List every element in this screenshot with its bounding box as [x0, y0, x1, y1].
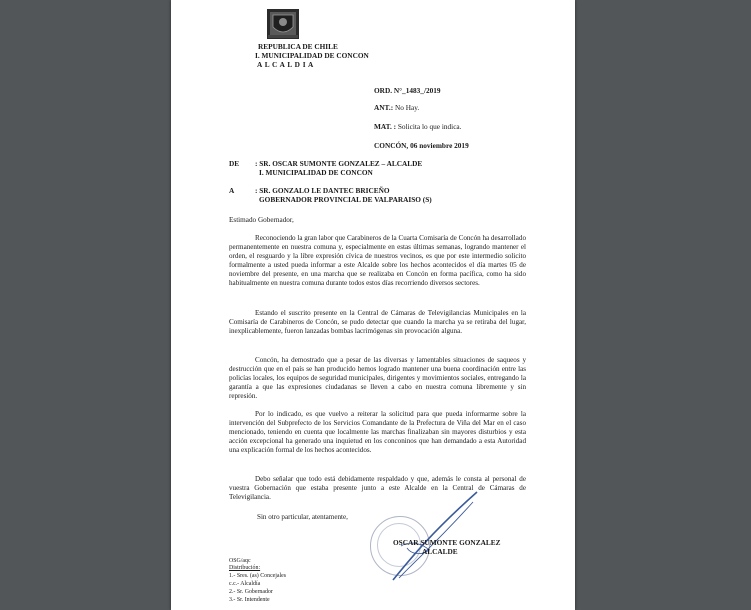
paragraph-2-text: Estando el suscrito presente en la Central de Cámaras de Televigilancias Municipales en la Comisaría de Carabineros de Concón, se pudo detectar que cuando la marcha ya se retiraba del lugar, inexplicablemente, fueron lanzadas bombas lacrimógenas sin provocación alguna. — [229, 309, 526, 335]
from-line-2: I. MUNICIPALIDAD DE CONCON — [259, 168, 373, 177]
closing: Sin otro particular, atentamente, — [257, 513, 348, 521]
document-page — [171, 0, 575, 610]
to-line-2: GOBERNADOR PROVINCIAL DE VALPARAISO (S) — [259, 195, 432, 204]
to-line-1: : SR. GONZALO LE DANTEC BRICEÑO — [255, 186, 390, 195]
ant-line — [374, 103, 419, 112]
municipal-crest-icon — [265, 7, 301, 41]
ant-label: ANT.: — [374, 103, 394, 112]
mat-line — [374, 122, 462, 131]
distribution-line-4: 3.- Sr. Intendente — [229, 597, 270, 603]
ant-value: No Hay. — [394, 103, 420, 112]
distribution-line-2: c.c.- Alcaldía — [229, 581, 261, 587]
distribution-line-3: 2.- Sr. Gobernador — [229, 589, 273, 595]
paragraph-3 — [229, 356, 526, 401]
paragraph-1 — [229, 234, 526, 287]
ord-number: ORD. N°_1483_/2019 — [374, 86, 441, 95]
salutation: Estimado Gobernador, — [229, 216, 294, 224]
paragraph-3-text: Concón, ha demostrado que a pesar de las diversas y lamentables situaciones de saqueos y destrucción que en el país se han producido hemos logrado mantener una buena coordinación entre las policías locales, los equipos de seguridad municipales, dirigentes y movimientos sociales, entregando la garantía a que las expresiones ciudadanas se lleven a cabo en nuestra comuna libremente y sin represión. — [229, 356, 526, 400]
from-line-1: : SR. OSCAR SUMONTE GONZALEZ – ALCALDE — [255, 159, 423, 168]
place-date: CONCÓN, 06 noviembre 2019 — [374, 141, 469, 150]
letterhead-line-municipality: I. MUNICIPALIDAD DE CONCON — [255, 51, 369, 60]
paragraph-5-text: Debo señalar que todo está debidamente respaldado y que, además le consta al personal de vuestra Gobernación que estaba presente junto a este Alcalde en la Central de Cámaras de Televigilancia. — [229, 475, 526, 501]
paragraph-1-text: Reconociendo la gran labor que Carabineros de la Cuarta Comisaría de Concón ha desarrollado permanentemente en nuestra comuna y, especialmente en estas últimas semanas, logrando mantener el orden, el resguardo y la libre expresión cívica de nuestros vecinos, es que por este intermedio solicito formalmente a usted pueda informar a este Alcalde sobre los hechos acontecidos el día martes 05 de noviembre del presente, en una marcha que se realizaba en Concón en forma pacífica, como ha sido habitualmente en nuestra comuna durante todos estos días recorriendo diversos sectores. — [229, 234, 526, 287]
signatory-name: OSCAR SUMONTE GONZALEZ — [393, 538, 501, 547]
paragraph-4 — [229, 410, 526, 455]
paragraph-5 — [229, 475, 526, 502]
distribution-line-1: 1.- Sres. (as) Concejales — [229, 573, 287, 579]
initials: OSG/aqc — [229, 558, 251, 564]
to-label: A — [229, 186, 235, 195]
letterhead-line-office: A L C A L D I A — [257, 60, 314, 69]
signatory-title: ALCALDE — [422, 547, 458, 556]
from-label: DE — [229, 159, 240, 168]
paragraph-4-text: Por lo indicado, es que vuelvo a reiterar la solicitud para que pueda informarme sobre la intervención del Subprefecto de los Servicios Comandante de la Prefectura de Viña del Mar en el caso mencionado, teniendo en cuenta que localmente las marchas finalizaban sin mayores disturbios y esta acción excepcional ha generado una inquietud en los conconinos que han demandado a esta Autoridad una explicación formal de los hechos acontecidos. — [229, 410, 526, 454]
letterhead-line-country: REPUBLICA DE CHILE — [258, 42, 338, 51]
mat-value: Solicita lo que indica. — [397, 122, 462, 131]
distribution-label: Distribución: — [229, 565, 261, 571]
paragraph-2 — [229, 309, 526, 336]
mat-label: MAT. : — [374, 122, 397, 131]
